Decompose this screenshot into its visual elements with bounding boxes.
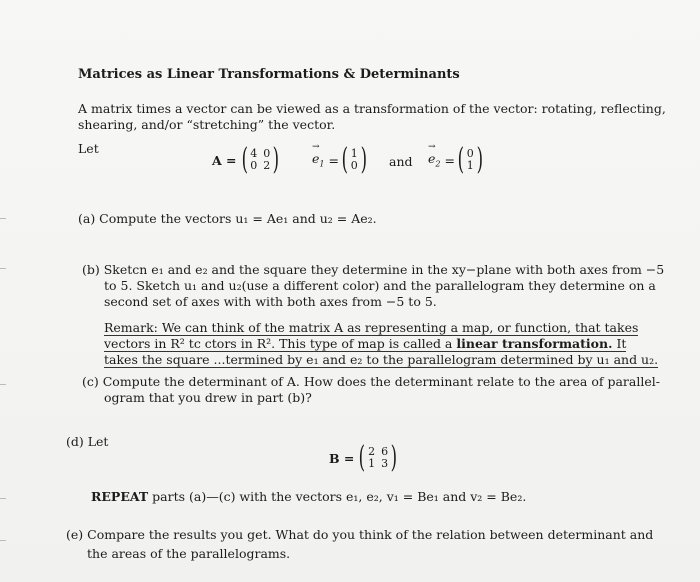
intro-line-1: A matrix times a vector can be viewed as a transformation of the vector: rotating, reflecting,: [78, 101, 666, 116]
intro-line-2: shearing, and/or “stretching” the vector.: [78, 117, 336, 132]
margin-mark: [0, 498, 6, 499]
matrix-a-entry: 2: [263, 159, 271, 172]
and-label: and: [389, 154, 413, 169]
remark-line-2: vectors in R² tc ctors in R². This type of map is called a linear transformation. It: [104, 336, 627, 351]
e1-entries: [351, 148, 358, 172]
matrix-b-entry: 6: [381, 445, 389, 458]
matrix-a-entry: 0: [250, 159, 258, 172]
e1-symbol: → $e_1$: [312, 151, 325, 169]
remark-line-3: takes the square ...termined by e₁ and e₂ to the parallelogram determined by u₁ and u₂.: [104, 352, 659, 367]
margin-mark: [0, 384, 6, 385]
part-e-line-2: the areas of the parallelograms.: [87, 546, 291, 561]
matrix-b-label: B =: [329, 450, 355, 466]
part-a-text: (a) Compute the vectors u₁ = Ae₁ and u₂ = Ae₂.: [78, 211, 377, 226]
vector-e2-definition: → $e_2$ = ( 0 1 ): [428, 145, 485, 175]
remark-line-1: Remark: We can think of the matrix A as representing a map, or function, that takes: [104, 320, 639, 335]
part-d-label: (d) Let: [66, 434, 109, 449]
part-b-line-1: (b) Sketcn e₁ and e₂ and the square they determine in the xy−plane with both axes from −5: [82, 262, 665, 277]
e2-symbol: → $e_2$: [428, 151, 441, 169]
part-b-line-2: to 5. Sketch u₁ and u₂(use a different color) and the parallelogram they determine on a: [104, 278, 656, 293]
matrix-a-entries: [250, 148, 270, 172]
e2-entry: 0: [466, 147, 474, 160]
matrix-b-entry: 2: [368, 445, 376, 458]
e1-entry: 0: [350, 159, 358, 172]
part-c-line-1: (c) Compute the determinant of A. How does the determinant relate to the area of parallel-: [82, 374, 660, 389]
page-title: Matrices as Linear Transformations & Determinants: [78, 67, 460, 82]
matrix-a-label: A =: [212, 152, 237, 168]
matrix-b-entry: 3: [381, 457, 389, 470]
part-b-line-3: second set of axes with with both axes from −5 to 5.: [104, 294, 437, 309]
matrix-a-entry: 4: [250, 147, 258, 160]
part-e-line-1: (e) Compare the results you get. What do you think of the relation between determinant and: [66, 527, 654, 542]
let-label: Let: [78, 141, 99, 156]
e2-entry: 1: [466, 159, 474, 172]
vector-e1-definition: → $e_1$ = ( 1 0 ): [312, 145, 369, 175]
margin-mark: [0, 268, 6, 269]
matrix-b-entries: [368, 446, 388, 470]
part-c-line-2: ogram that you drew in part (b)?: [104, 390, 312, 405]
matrix-a-entry: 0: [263, 147, 271, 160]
margin-mark: [0, 540, 6, 541]
e1-entry: 1: [350, 147, 358, 160]
matrix-b-entry: 1: [368, 457, 376, 470]
part-d-repeat-line: REPEAT parts (a)—(c) with the vectors e₁, e₂, v₁ = Be₁ and v₂ = Be₂.: [91, 489, 527, 504]
margin-mark: [0, 218, 6, 219]
matrix-b-definition: B = ( 2 6 1 3 ): [329, 440, 398, 475]
e2-entries: [467, 148, 474, 172]
matrix-a-definition: A = ( 4 0 0 2 ): [212, 142, 280, 177]
